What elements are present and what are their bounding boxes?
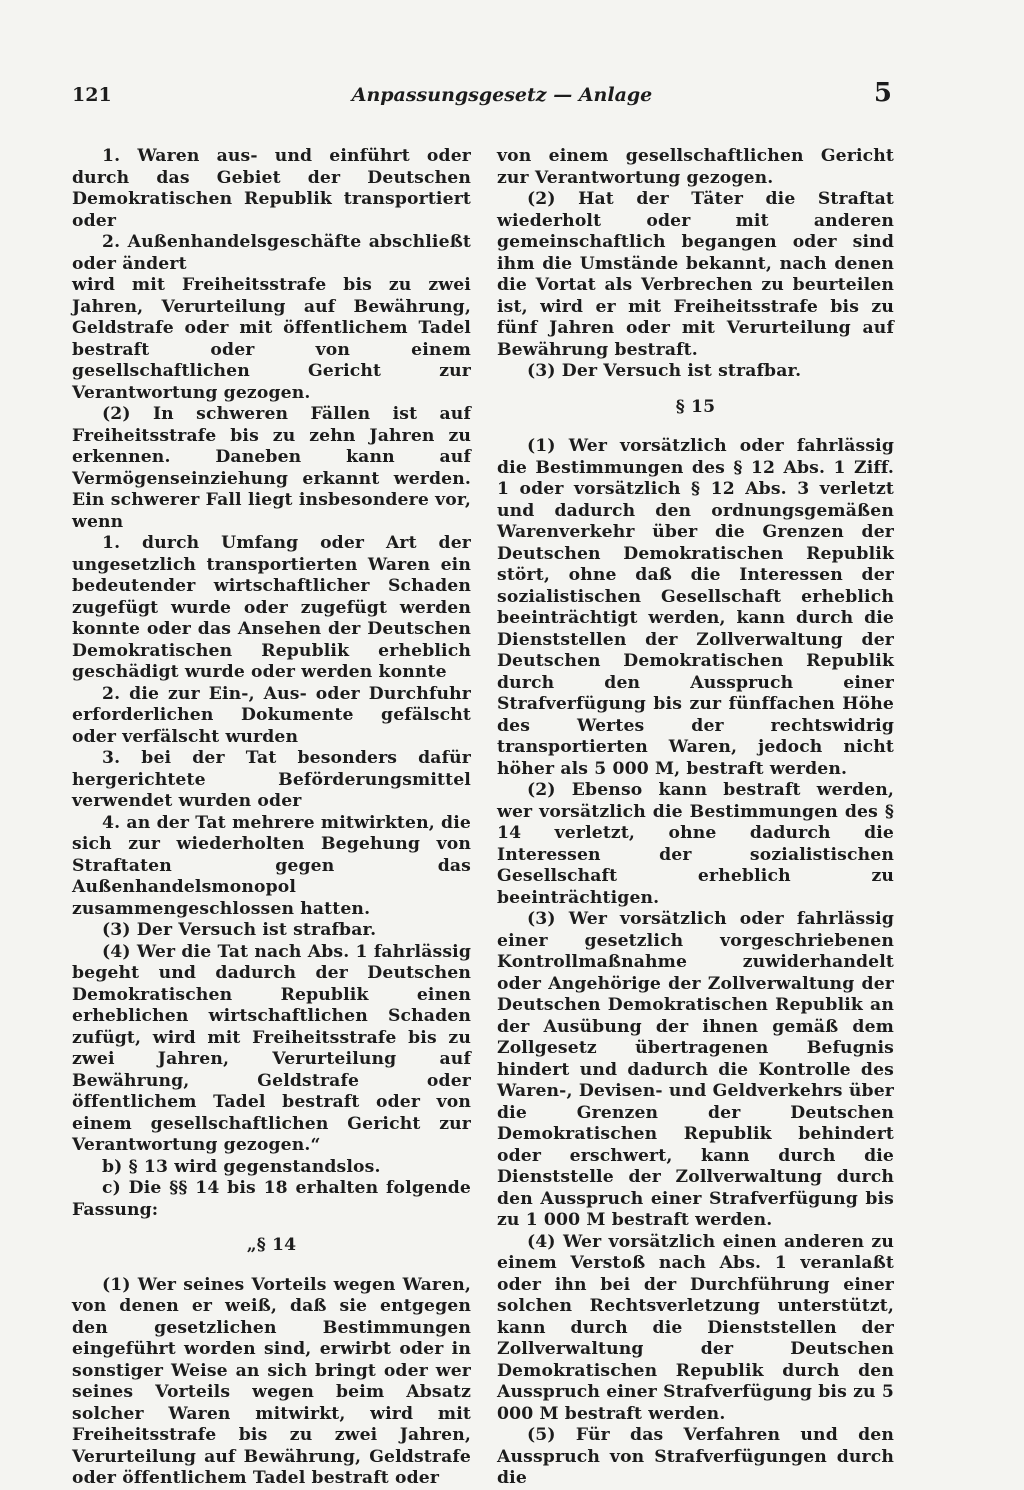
running-title: Anpassungsgesetz — Anlage	[351, 84, 653, 106]
paragraph: 1. durch Umfang oder Art der ungesetzlich transportierten Waren ein bedeutender wirtschaftlicher Schaden zugefügt wurde oder zugefügt werden konnte oder das Ansehen der Deutschen Demokratischen Republik erheblich geschädigt wurde oder werden konnte	[72, 533, 471, 682]
paragraph: b) § 13 wird gegenstandslos.	[102, 1156, 381, 1177]
paragraph: von einem gesellschaftlichen Gericht zur Verantwortung gezogen.	[497, 146, 894, 188]
paragraph: c) Die §§ 14 bis 18 erhalten folgende Fassung:	[72, 1178, 471, 1220]
paragraph: (3) Der Versuch ist strafbar.	[527, 361, 802, 381]
paragraph: 1. Waren aus- und einführt oder durch das Gebiet der Deutschen Demokratischen Republik transportiert oder	[72, 146, 471, 231]
page-header	[72, 78, 892, 114]
section-heading: „§ 14	[246, 1235, 297, 1255]
paragraph: (3) Der Versuch ist strafbar.	[102, 920, 377, 940]
paragraph: (5) Für das Verfahren und den Ausspruch von Strafverfügungen durch die	[497, 1425, 894, 1488]
paragraph: (4) Wer die Tat nach Abs. 1 fahrlässig begeht und dadurch der Deutschen Demokratischen Republik einen erheblichen wirtschaftlichen Schaden zufügt, wird mit Freiheitsstrafe bis zu zwei Jahren, Verurteilung auf Bewährung, Geldstrafe oder öffentlichem Tadel bestraft oder von einem gesellschaftlichen Gericht zur Verantwortung gezogen.“	[72, 941, 471, 1155]
paragraph: wird mit Freiheitsstrafe bis zu zwei Jahren, Verurteilung auf Bewährung, Geldstrafe oder mit öffentlichem Tadel bestraft oder von einem gesellschaftlichen Gericht zur Verantwortung gezogen.	[72, 275, 471, 403]
left-column	[72, 146, 471, 1490]
paragraph: (1) Wer vorsätzlich oder fahrlässig die Bestimmungen des § 12 Abs. 1 Ziff. 1 oder vorsätzlich § 12 Abs. 3 verletzt und dadurch den ordnungsgemäßen Warenverkehr über die Grenzen der Deutschen Demokratischen Republik stört, ohne daß die Interessen der sozialistischen Gesellschaft erheblich beeinträchtigt werden, kann durch die Dienststellen der Zollverwaltung der Deutschen Demokratischen Republik durch den Ausspruch einer Strafverfügung bis zur fünffachen Höhe des Wertes der rechtswidrig transportierten Waren, jedoch nicht höher als 5 000 M, bestraft werden.	[497, 436, 894, 779]
paragraph: (2) In schweren Fällen ist auf Freiheitsstrafe bis zu zehn Jahren zu erkennen. Daneben kann auf Vermögenseinziehung erkannt werden. Ein schwerer Fall liegt insbesondere vor, wenn	[72, 404, 471, 532]
paragraph: 4. an der Tat mehrere mitwirkten, die sich zur wiederholten Begehung von Straftaten gegen das Außenhandelsmonopol zusammengeschlossen hatten.	[72, 812, 471, 919]
paragraph: (3) Wer vorsätzlich oder fahrlässig einer gesetzlich vorgeschriebenen Kontrollmaßnahme zuwiderhandelt oder Angehörige der Zollverwaltung der Deutschen Demokratischen Republik an der Ausübung der ihnen gemäß dem Zollgesetz übertragenen Befugnis hindert und dadurch die Kontrolle des Waren-, Devisen- und Geldverkehrs über die Grenzen der Deutschen Demokratischen Republik behindert oder erschwert, kann durch die Dienststelle der Zollverwaltung durch den Ausspruch einer Strafverfügung bis zu 1 000 M bestraft werden.	[497, 909, 894, 1230]
page-number: 121	[72, 84, 112, 106]
paragraph: (2) Hat der Täter die Straftat wiederholt oder mit anderen gemeinschaftlich begangen oder sind ihm die Umstände bekannt, nach denen die Vortat als Verbrechen zu beurteilen ist, wird er mit Freiheitsstrafe bis zu fünf Jahren oder mit Verurteilung auf Bewährung bestraft.	[497, 189, 894, 360]
paragraph: (2) Ebenso kann bestraft werden, wer vorsätzlich die Bestimmungen des § 14 verletzt, ohne dadurch die Interessen der sozialistischen Gesellschaft erheblich zu beeinträchtigen.	[497, 780, 894, 908]
section-number: 5	[873, 78, 892, 108]
section-heading: § 15	[675, 396, 716, 417]
paragraph: 2. die zur Ein-, Aus- oder Durchfuhr erforderlichen Dokumente gefälscht oder verfälscht wurden	[72, 683, 471, 747]
paragraph: 2. Außenhandelsgeschäfte abschließt oder ändert	[72, 232, 471, 274]
paragraph: 3. bei der Tat besonders dafür hergerichtete Beförderungsmittel verwendet wurden oder	[72, 748, 471, 811]
paragraph: (1) Wer seines Vorteils wegen Waren, von denen er weiß, daß sie entgegen den gesetzlichen Bestimmungen eingeführt worden sind, erwirbt oder in sonstiger Weise an sich bringt oder wer seines Vorteils wegen beim Absatz solcher Waren mitwirkt, wird mit Freiheitsstrafe bis zu zwei Jahren, Verurteilung auf Bewährung, Geldstrafe oder öffentlichem Tadel bestraft oder	[72, 1274, 471, 1488]
paragraph: (4) Wer vorsätzlich einen anderen zu einem Verstoß nach Abs. 1 veranlaßt oder ihn bei der Durchführung einer solchen Rechtsverletzung unterstützt, kann durch die Dienststellen der Zollverwaltung der Deutschen Demokratischen Republik durch den Ausspruch einer Strafverfügung bis zu 5 000 M bestraft werden.	[497, 1231, 894, 1424]
right-column	[497, 146, 894, 1490]
